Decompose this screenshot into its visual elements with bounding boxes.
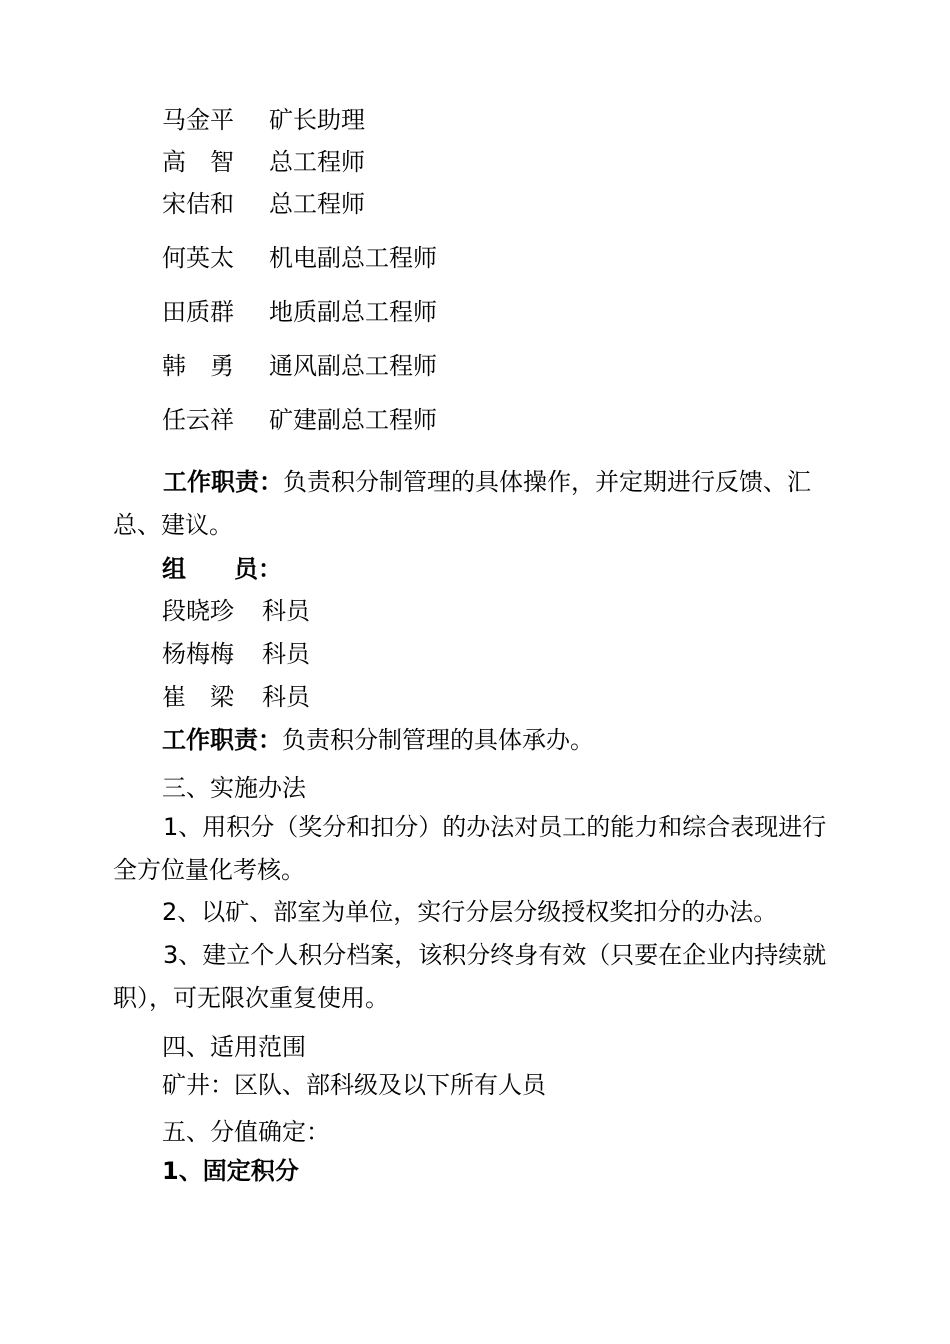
section-item: 3、建立个人积分档案，该积分终身有效（只要在企业内持续就职），可无限次重复使用。 — [113, 941, 827, 1012]
member-name: 段晓珍 — [162, 597, 234, 625]
leader-name: 何英太 — [162, 244, 234, 272]
leader-title: 矿长助理 — [269, 106, 365, 134]
section-item: 1、用积分（奖分和扣分）的办法对员工的能力和综合表现进行全方位量化考核。 — [113, 813, 827, 884]
section-heading: 四、适用范围 — [162, 1033, 306, 1061]
member-name: 杨梅梅 — [162, 640, 234, 668]
section-heading: 三、实施办法 — [162, 774, 306, 802]
member-title: 科员 — [262, 640, 310, 668]
leader-title: 总工程师 — [269, 148, 365, 176]
leader-name: 宋佶和 — [162, 190, 234, 218]
leader-title: 地质副总工程师 — [269, 298, 437, 326]
sub-heading: 1、固定积分 — [162, 1157, 299, 1185]
member-title: 科员 — [262, 597, 310, 625]
leader-name: 马金平 — [162, 106, 234, 134]
section-item: 2、以矿、部室为单位，实行分层分级授权奖扣分的办法。 — [162, 898, 778, 926]
duty-text: 负责积分制管理的具体承办。 — [282, 726, 594, 754]
section-text: 矿井：区队、部科级及以下所有人员 — [162, 1071, 546, 1099]
leader-title: 总工程师 — [269, 190, 365, 218]
leader-title: 机电副总工程师 — [269, 244, 437, 272]
leader-title: 通风副总工程师 — [269, 352, 437, 380]
leader-name: 田质群 — [162, 298, 234, 326]
leader-name: 韩 勇 — [162, 352, 234, 380]
duty-label: 工作职责： — [162, 726, 282, 754]
duty-paragraph — [113, 461, 837, 547]
section-heading: 五、分值确定： — [162, 1118, 330, 1146]
member-name: 崔 梁 — [162, 683, 234, 711]
duty-paragraph — [162, 725, 594, 755]
member-title: 科员 — [262, 683, 310, 711]
leader-title: 矿建副总工程师 — [269, 406, 437, 434]
members-heading: 组 员： — [162, 555, 282, 583]
duty-label: 工作职责： — [163, 468, 283, 496]
leader-name: 任云祥 — [162, 406, 234, 434]
leader-name: 高 智 — [162, 148, 234, 176]
duty-text: 负责积分制管理的具体操作，并定期进行反馈、汇总、建议。 — [113, 468, 811, 539]
